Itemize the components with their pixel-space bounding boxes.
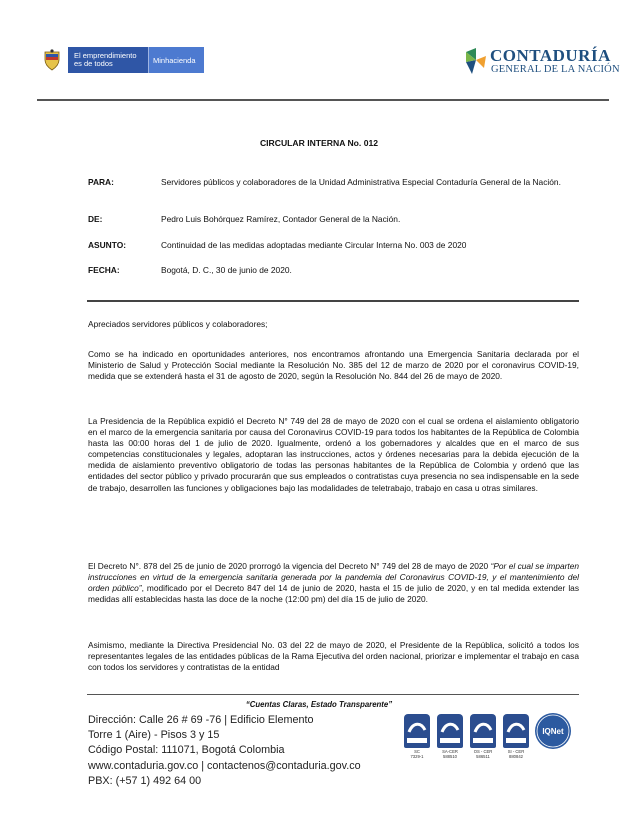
footer-divider xyxy=(87,694,579,695)
meta-label-de: DE: xyxy=(88,214,103,224)
paragraph-2: La Presidencia de la República expidió el Decreto N° 749 del 28 de mayo de 2020 con el cual se ordena el aislamiento obligatorio en el marco de la emergencia sanitaria por causa del Coronavirus COVID-19 para todos los habitantes de la República de Colombia hasta las 00:00 horas del 1 de julio de 2020. Igualmente, ordenó a los gobernadores y alcaldes que en el marco de sus competencias constitucionales y legales, adoptaran las instrucciones, actos y órdenes necesarias para la debida ejecución de la medida de aislamiento preventivo obligatorio de todas las personas habitantes de la República de Colombia y ordenó que las entidades del sector público y privado procurarán que sus empleados o contratistas cuya presencia no sea indispensable en la sede de trabajo, desarrollen las funciones y obligaciones bajo las modalidades de teletrabajo, trabajo en casa u otras similares. xyxy=(88,416,579,493)
footer-slogan: “Cuentas Claras, Estado Transparente” xyxy=(245,700,393,709)
footer-web[interactable]: www.contaduria.gov.co | contactenos@contaduria.gov.co xyxy=(88,760,361,772)
cgn-emblem-icon xyxy=(462,46,488,76)
cgn-logo xyxy=(462,44,620,78)
meta-label-para: PARA: xyxy=(88,177,114,187)
cert-code: OS - CER 586511 xyxy=(473,749,493,759)
cert-code: SC 7329-1 xyxy=(410,749,424,759)
certification-icon xyxy=(470,714,496,748)
meta-divider xyxy=(87,300,579,302)
greeting: Apreciados servidores públicos y colaboradores; xyxy=(88,319,268,329)
document-title: CIRCULAR INTERNA No. 012 xyxy=(259,138,379,148)
cert-code: SI - CER 880842 xyxy=(507,749,525,759)
certification-icon xyxy=(503,714,529,748)
footer-phone: PBX: (+57 1) 492 64 00 xyxy=(88,775,202,787)
iqnet-badge-icon xyxy=(535,713,571,749)
footer-postal: Código Postal: 111071, Bogotá Colombia xyxy=(88,744,285,756)
coat-of-arms-icon xyxy=(36,47,68,73)
government-slogan: El emprendimiento es de todos xyxy=(68,47,148,73)
cert-badge-iso27001 xyxy=(503,714,529,764)
paragraph-4: Asimismo, mediante la Directiva Presidencial No. 03 del 22 de mayo de 2020, el Presidente de la República, solicitó a todos los representantes legales de las entidades públicas de la Rama Ejecutiva del orden nacional, priorizar e implementar el trabajo en casa con todos los servidores y contratistas de la entidad xyxy=(88,640,579,673)
ministry-label: Minhacienda xyxy=(148,47,204,73)
certification-icon xyxy=(404,714,430,748)
meta-value-fecha: Bogotá, D. C., 30 de junio de 2020. xyxy=(161,265,292,275)
paragraph-3-quote: “Por el cual se imparten instrucciones en virtud de la emergencia sanitaria generada por la pandemia del Coronavirus COVID-19, y el mantenimiento del orden público” xyxy=(88,561,579,594)
org-subname: GENERAL DE LA NACIÓN xyxy=(491,64,620,75)
header-divider xyxy=(37,99,609,101)
meta-value-asunto: Continuidad de las medidas adoptadas mediante Circular Interna No. 003 de 2020 xyxy=(161,240,467,250)
paragraph-3-start: El Decreto N°. 878 del 25 de junio de 2020 prorrogó la vigencia del Decreto N° 749 del 28 de mayo de 2020 xyxy=(88,561,491,571)
cert-badge-iso45001 xyxy=(470,714,496,764)
government-logo xyxy=(36,47,204,73)
footer-address-2: Torre 1 (Aire) - Pisos 3 y 15 xyxy=(88,729,220,741)
meta-value-de: Pedro Luis Bohórquez Ramírez, Contador General de la Nación. xyxy=(161,214,401,224)
iqnet-label: IQNet xyxy=(542,727,564,736)
org-name: CONTADURÍA xyxy=(490,46,611,65)
meta-label-fecha: FECHA: xyxy=(88,265,120,275)
paragraph-3-end: , modificado por el Decreto 847 del 14 de junio de 2020, hasta el 15 de julio de 2020, y en tal medida extender las medidas allí establecidas hasta las doce de la noche (12:00 pm) del día 15 de julio de 2020. xyxy=(88,583,579,605)
cert-badge-iso9001 xyxy=(404,714,430,764)
paragraph-3 xyxy=(88,561,579,605)
certification-icon xyxy=(437,714,463,748)
cert-code: SA-CER 588510 xyxy=(442,749,458,759)
paragraph-1: Como se ha indicado en oportunidades anteriores, nos encontramos afrontando una Emergencia Sanitaria declarada por el Ministerio de Salud y Protección Social mediante la Resolución No. 385 del 12 de marzo de 2020 por el coronavirus COVID-19, medida que se extenderá hasta el 31 de agosto de 2020, según la Resolución No. 844 del 26 de mayo de 2020. xyxy=(88,349,579,382)
footer-address-1: Dirección: Calle 26 # 69 -76 | Edificio Elemento xyxy=(88,714,314,726)
meta-value-para: Servidores públicos y colaboradores de la Unidad Administrativa Especial Contaduría General de la Nación. xyxy=(161,177,561,187)
cert-badge-iso14001 xyxy=(437,714,463,764)
meta-label-asunto: ASUNTO: xyxy=(88,240,126,250)
